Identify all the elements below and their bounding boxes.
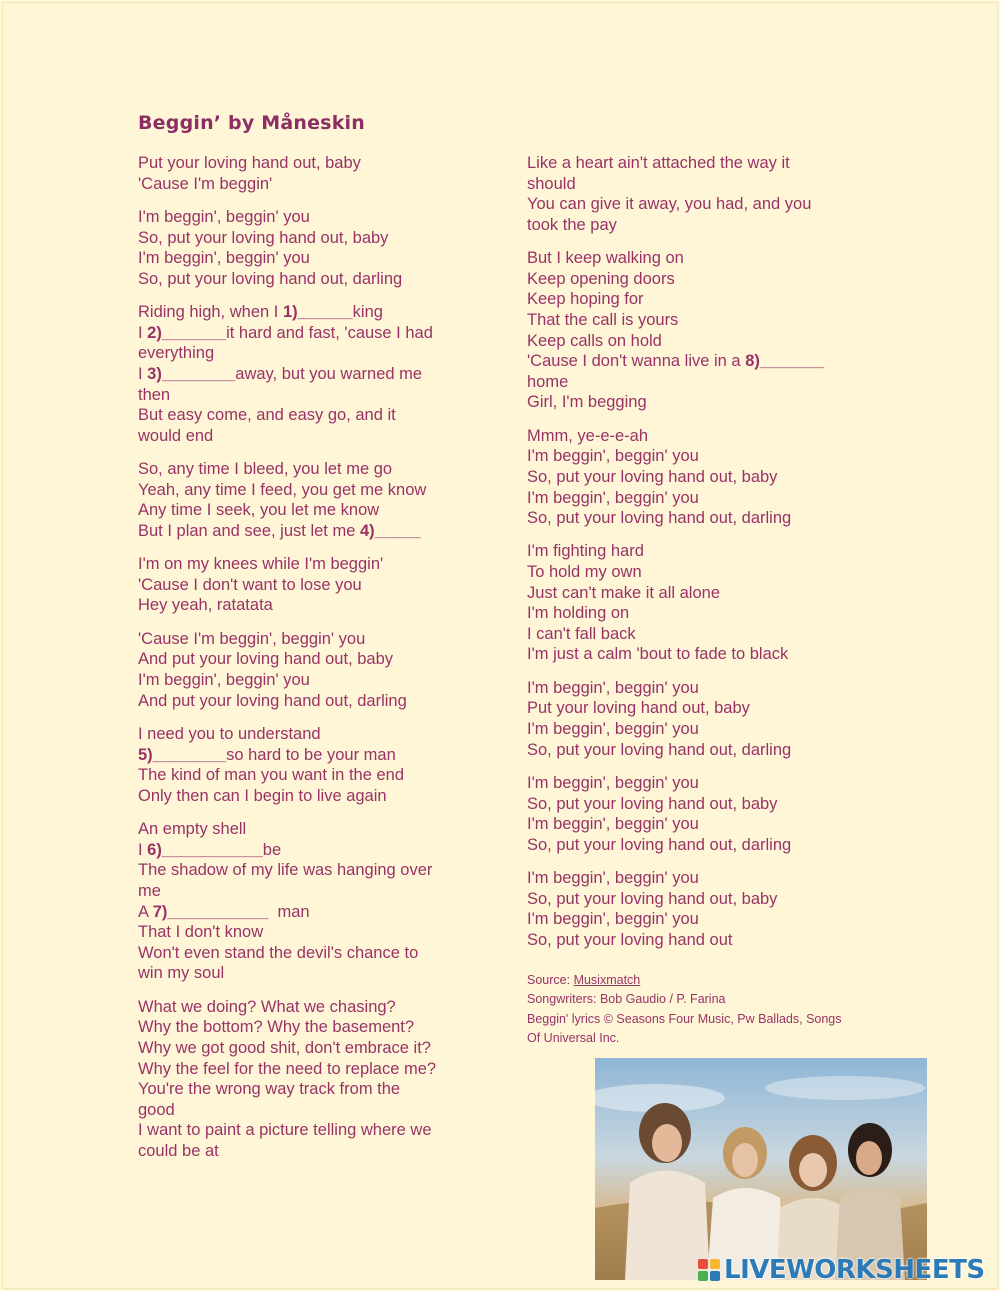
lyric-line	[138, 724, 478, 745]
lyric-line	[138, 595, 478, 616]
logo-block-blue	[710, 1271, 720, 1281]
lyric-line	[527, 446, 867, 467]
band-photo	[595, 1058, 927, 1280]
lyric-text: Just can't make it all alone	[527, 583, 720, 602]
lyric-text: king	[352, 303, 383, 322]
lyric-text: I'm on my knees while I'm beggin'	[138, 555, 384, 574]
lyric-line	[527, 868, 867, 889]
lyric-line	[138, 649, 478, 670]
lyric-line	[138, 521, 478, 542]
lyric-line	[138, 500, 478, 521]
lyric-text: I	[138, 323, 148, 342]
lyric-line	[138, 405, 478, 426]
liveworksheets-watermark	[698, 1255, 985, 1285]
lyric-line	[527, 508, 867, 529]
fill-in-blank[interactable]: 4)_____	[359, 521, 421, 540]
lyrics-right-column	[527, 153, 867, 1049]
lyrics-stanza	[138, 724, 478, 806]
lyrics-stanza	[138, 819, 478, 984]
lyric-line	[527, 248, 867, 269]
lyric-line	[138, 248, 478, 269]
lyric-text: But I keep walking on	[527, 249, 684, 268]
lyric-text: So, any time I bleed, you let me go	[138, 460, 393, 479]
lyric-line	[527, 426, 867, 447]
lyric-text: I'm beggin', beggin' you	[527, 720, 699, 739]
lyric-text: A	[138, 902, 153, 921]
lyric-line	[138, 997, 478, 1018]
lyric-text: be	[262, 840, 282, 859]
lyric-text: So, put your loving hand out	[527, 930, 733, 949]
lyric-text: I'm just a calm 'bout to fade to black	[527, 645, 789, 664]
lyric-line	[527, 698, 867, 719]
lyrics-stanza	[138, 629, 478, 711]
fill-in-blank[interactable]: 8)_______	[745, 352, 825, 371]
lyrics-stanza	[527, 426, 867, 529]
lyric-text: Keep hoping for	[527, 290, 644, 309]
lyric-text: should	[527, 174, 576, 193]
fill-in-blank[interactable]: 2)_______	[147, 323, 227, 342]
lyric-line	[527, 153, 867, 174]
lyric-text: So, put your loving hand out, baby	[527, 467, 778, 486]
lyric-text: I'm holding on	[527, 604, 630, 623]
lyric-text: Riding high, when I	[138, 303, 283, 322]
lyric-text: I'm beggin', beggin' you	[527, 910, 699, 929]
fill-in-blank[interactable]: 1)______	[282, 303, 353, 322]
lyric-text: took the pay	[527, 215, 617, 234]
lyric-text: Only then can I begin to live again	[138, 786, 387, 805]
fill-in-blank[interactable]: 6)___________	[147, 840, 263, 859]
lyric-line	[527, 930, 867, 951]
lyric-line	[138, 459, 478, 480]
lyric-text: And put your loving hand out, darling	[138, 691, 407, 710]
lyric-text: To hold my own	[527, 563, 642, 582]
lyric-line	[527, 562, 867, 583]
lyric-text: But easy come, and easy go, and it	[138, 406, 396, 425]
logo-block-green	[698, 1271, 708, 1281]
lyric-line	[527, 215, 867, 236]
lyric-line	[527, 678, 867, 699]
lyric-text: I'm beggin', beggin' you	[138, 671, 310, 690]
lyrics-stanza	[527, 153, 867, 235]
lyric-text: So, put your loving hand out, darling	[527, 835, 792, 854]
lyric-line	[527, 889, 867, 910]
lyric-line	[138, 670, 478, 691]
lyric-text: I'm beggin', beggin' you	[527, 869, 699, 888]
lyric-line	[138, 1079, 478, 1100]
worksheet-title: Beggin’ by Måneskin	[138, 112, 365, 134]
lyric-line	[138, 922, 478, 943]
lyric-text: I	[138, 840, 148, 859]
lyric-line	[138, 745, 478, 766]
lyric-text: Won't even stand the devil's chance to	[138, 943, 419, 962]
lyric-text: Keep calls on hold	[527, 331, 662, 350]
lyric-line	[138, 1038, 478, 1059]
copyright-line-2: Of Universal Inc.	[527, 1031, 620, 1046]
lyric-text: What we doing? What we chasing?	[138, 997, 396, 1016]
lyric-text: good	[138, 1100, 175, 1119]
lyric-text: Keep opening doors	[527, 269, 675, 288]
lyric-text: I'm beggin', beggin' you	[527, 678, 699, 697]
lyrics-left-column	[138, 153, 478, 1174]
lyric-line	[138, 480, 478, 501]
lyric-text: That I don't know	[138, 923, 264, 942]
lyric-text: I'm beggin', beggin' you	[527, 815, 699, 834]
lyric-text: I	[138, 364, 148, 383]
lyric-line	[527, 289, 867, 310]
lyric-line	[138, 881, 478, 902]
lyric-text: Mmm, ye-e-e-ah	[527, 426, 649, 445]
lyric-text: 'Cause I'm beggin', beggin' you	[138, 629, 366, 648]
lyrics-stanza	[138, 153, 478, 194]
lyric-line	[527, 740, 867, 761]
lyric-line	[138, 629, 478, 650]
lyric-text: would end	[138, 426, 214, 445]
copyright-line-1: Beggin' lyrics © Seasons Four Music, Pw Ballads, Songs	[527, 1011, 842, 1026]
lyric-text: Put your loving hand out, baby	[138, 154, 361, 172]
liveworksheets-logo-icon	[698, 1259, 720, 1281]
lyric-line	[527, 467, 867, 488]
lyric-text: Why we got good shit, don't embrace it?	[138, 1038, 431, 1057]
lyric-line	[138, 1120, 478, 1141]
lyric-text: I'm beggin', beggin' you	[527, 774, 699, 793]
lyric-line	[527, 194, 867, 215]
lyric-text: So, put your loving hand out, baby	[527, 794, 778, 813]
lyric-text: But I plan and see, just let me	[138, 521, 360, 540]
lyric-line	[527, 773, 867, 794]
watermark-text: LIVEWORKSHEETS	[724, 1255, 985, 1285]
lyric-text: 'Cause I don't wanna live in a	[527, 352, 746, 371]
lyric-text: Girl, I'm begging	[527, 393, 647, 412]
lyric-line	[527, 310, 867, 331]
songwriters-line: Songwriters: Bob Gaudio / P. Farina	[527, 992, 726, 1007]
lyric-text: So, put your loving hand out, darling	[527, 740, 792, 759]
lyric-text: And put your loving hand out, baby	[138, 650, 394, 669]
lyric-line	[527, 644, 867, 665]
lyric-text: Any time I seek, you let me know	[138, 501, 380, 520]
lyric-text: So, put your loving hand out, darling	[527, 509, 792, 528]
lyric-line	[138, 207, 478, 228]
lyric-line	[527, 541, 867, 562]
lyric-text: it hard and fast, 'cause I had	[226, 323, 433, 342]
lyric-line	[138, 302, 478, 323]
lyric-line	[138, 426, 478, 447]
lyric-line	[527, 174, 867, 195]
lyric-line	[138, 1059, 478, 1080]
lyric-text: man	[268, 902, 310, 921]
lyric-text: I'm beggin', beggin' you	[527, 447, 699, 466]
lyric-line	[527, 269, 867, 290]
musixmatch-link[interactable]: Musixmatch	[573, 972, 641, 987]
lyric-line	[527, 719, 867, 740]
lyric-text: That the call is yours	[527, 310, 679, 329]
lyric-line	[527, 351, 867, 372]
lyric-line	[527, 392, 867, 413]
lyric-line	[138, 1100, 478, 1121]
lyric-text: The kind of man you want in the end	[138, 766, 404, 785]
fill-in-blank[interactable]: 7)___________	[152, 902, 269, 921]
lyric-text: Hey yeah, ratatata	[138, 596, 273, 615]
logo-block-yellow	[710, 1259, 720, 1269]
lyric-line	[138, 943, 478, 964]
lyric-line	[138, 902, 478, 923]
lyric-line	[527, 624, 867, 645]
lyrics-stanza	[138, 554, 478, 616]
logo-block-red	[698, 1259, 708, 1269]
fill-in-blank[interactable]: 5)________	[138, 745, 227, 764]
lyric-text: I'm beggin', beggin' you	[527, 488, 699, 507]
lyric-text: win my soul	[138, 964, 225, 983]
lyric-line	[138, 963, 478, 984]
lyric-line	[138, 786, 478, 807]
lyric-line	[138, 323, 478, 344]
source-line	[527, 971, 867, 991]
lyric-text: me	[138, 881, 161, 900]
lyric-text: You can give it away, you had, and you	[527, 195, 812, 214]
source-credits	[527, 971, 867, 1049]
lyric-line	[138, 1141, 478, 1162]
lyric-line	[527, 909, 867, 930]
lyric-line	[138, 228, 478, 249]
lyrics-stanza	[527, 541, 867, 665]
lyric-text: So, put your loving hand out, baby	[527, 889, 778, 908]
lyric-line	[527, 331, 867, 352]
lyric-line	[138, 860, 478, 881]
lyric-line	[138, 554, 478, 575]
lyric-text: The shadow of my life was hanging over	[138, 861, 433, 880]
lyrics-stanza	[527, 678, 867, 760]
lyrics-stanza	[138, 302, 478, 446]
lyric-text: 'Cause I'm beggin'	[138, 174, 273, 193]
lyric-text: so hard to be your man	[226, 745, 396, 764]
lyric-text: Why the feel for the need to replace me?	[138, 1059, 437, 1078]
lyrics-stanza	[527, 868, 867, 950]
lyric-line	[138, 765, 478, 786]
lyric-text: Yeah, any time I feed, you get me know	[138, 480, 427, 499]
lyric-line	[138, 385, 478, 406]
lyrics-stanza	[138, 207, 478, 289]
lyric-text: Like a heart ain't attached the way it	[527, 154, 790, 172]
lyric-line	[527, 488, 867, 509]
lyric-line	[527, 583, 867, 604]
lyric-line	[527, 835, 867, 856]
source-label: Source:	[527, 972, 574, 987]
lyric-text: So, put your loving hand out, darling	[138, 269, 403, 288]
lyric-line	[527, 794, 867, 815]
lyric-line	[527, 603, 867, 624]
lyric-text: An empty shell	[138, 820, 247, 839]
lyric-text: 'Cause I don't want to lose you	[138, 575, 362, 594]
lyric-text: away, but you warned me	[235, 364, 423, 383]
lyric-text: I'm beggin', beggin' you	[138, 207, 310, 226]
lyric-text: You're the wrong way track from the	[138, 1080, 401, 1099]
lyric-text: could be at	[138, 1141, 219, 1160]
lyrics-stanza	[138, 459, 478, 541]
right-stanzas	[527, 153, 867, 951]
lyric-line	[138, 174, 478, 195]
lyric-text: I need you to understand	[138, 725, 321, 744]
lyric-text: Why the bottom? Why the basement?	[138, 1018, 415, 1037]
lyric-text: So, put your loving hand out, baby	[138, 228, 389, 247]
lyric-line	[138, 691, 478, 712]
lyric-line	[138, 364, 478, 385]
lyric-line	[138, 269, 478, 290]
lyric-text: everything	[138, 344, 215, 363]
lyric-line	[138, 1017, 478, 1038]
lyrics-stanza	[138, 997, 478, 1162]
lyric-text: I can't fall back	[527, 624, 636, 643]
lyric-line	[527, 372, 867, 393]
lyric-line	[138, 575, 478, 596]
lyric-text: I want to paint a picture telling where we	[138, 1121, 432, 1140]
band-photo-art	[595, 1058, 927, 1280]
lyric-line	[138, 343, 478, 364]
lyric-text: I'm fighting hard	[527, 542, 644, 561]
lyric-line	[138, 819, 478, 840]
lyric-text: Put your loving hand out, baby	[527, 699, 750, 718]
lyric-text: home	[527, 372, 569, 391]
lyrics-stanza	[527, 773, 867, 855]
lyric-line	[527, 814, 867, 835]
lyric-line	[138, 153, 478, 174]
fill-in-blank[interactable]: 3)________	[147, 364, 236, 383]
lyric-text: then	[138, 385, 171, 404]
lyrics-stanza	[527, 248, 867, 413]
lyric-text: I'm beggin', beggin' you	[138, 249, 310, 268]
lyric-line	[138, 840, 478, 861]
